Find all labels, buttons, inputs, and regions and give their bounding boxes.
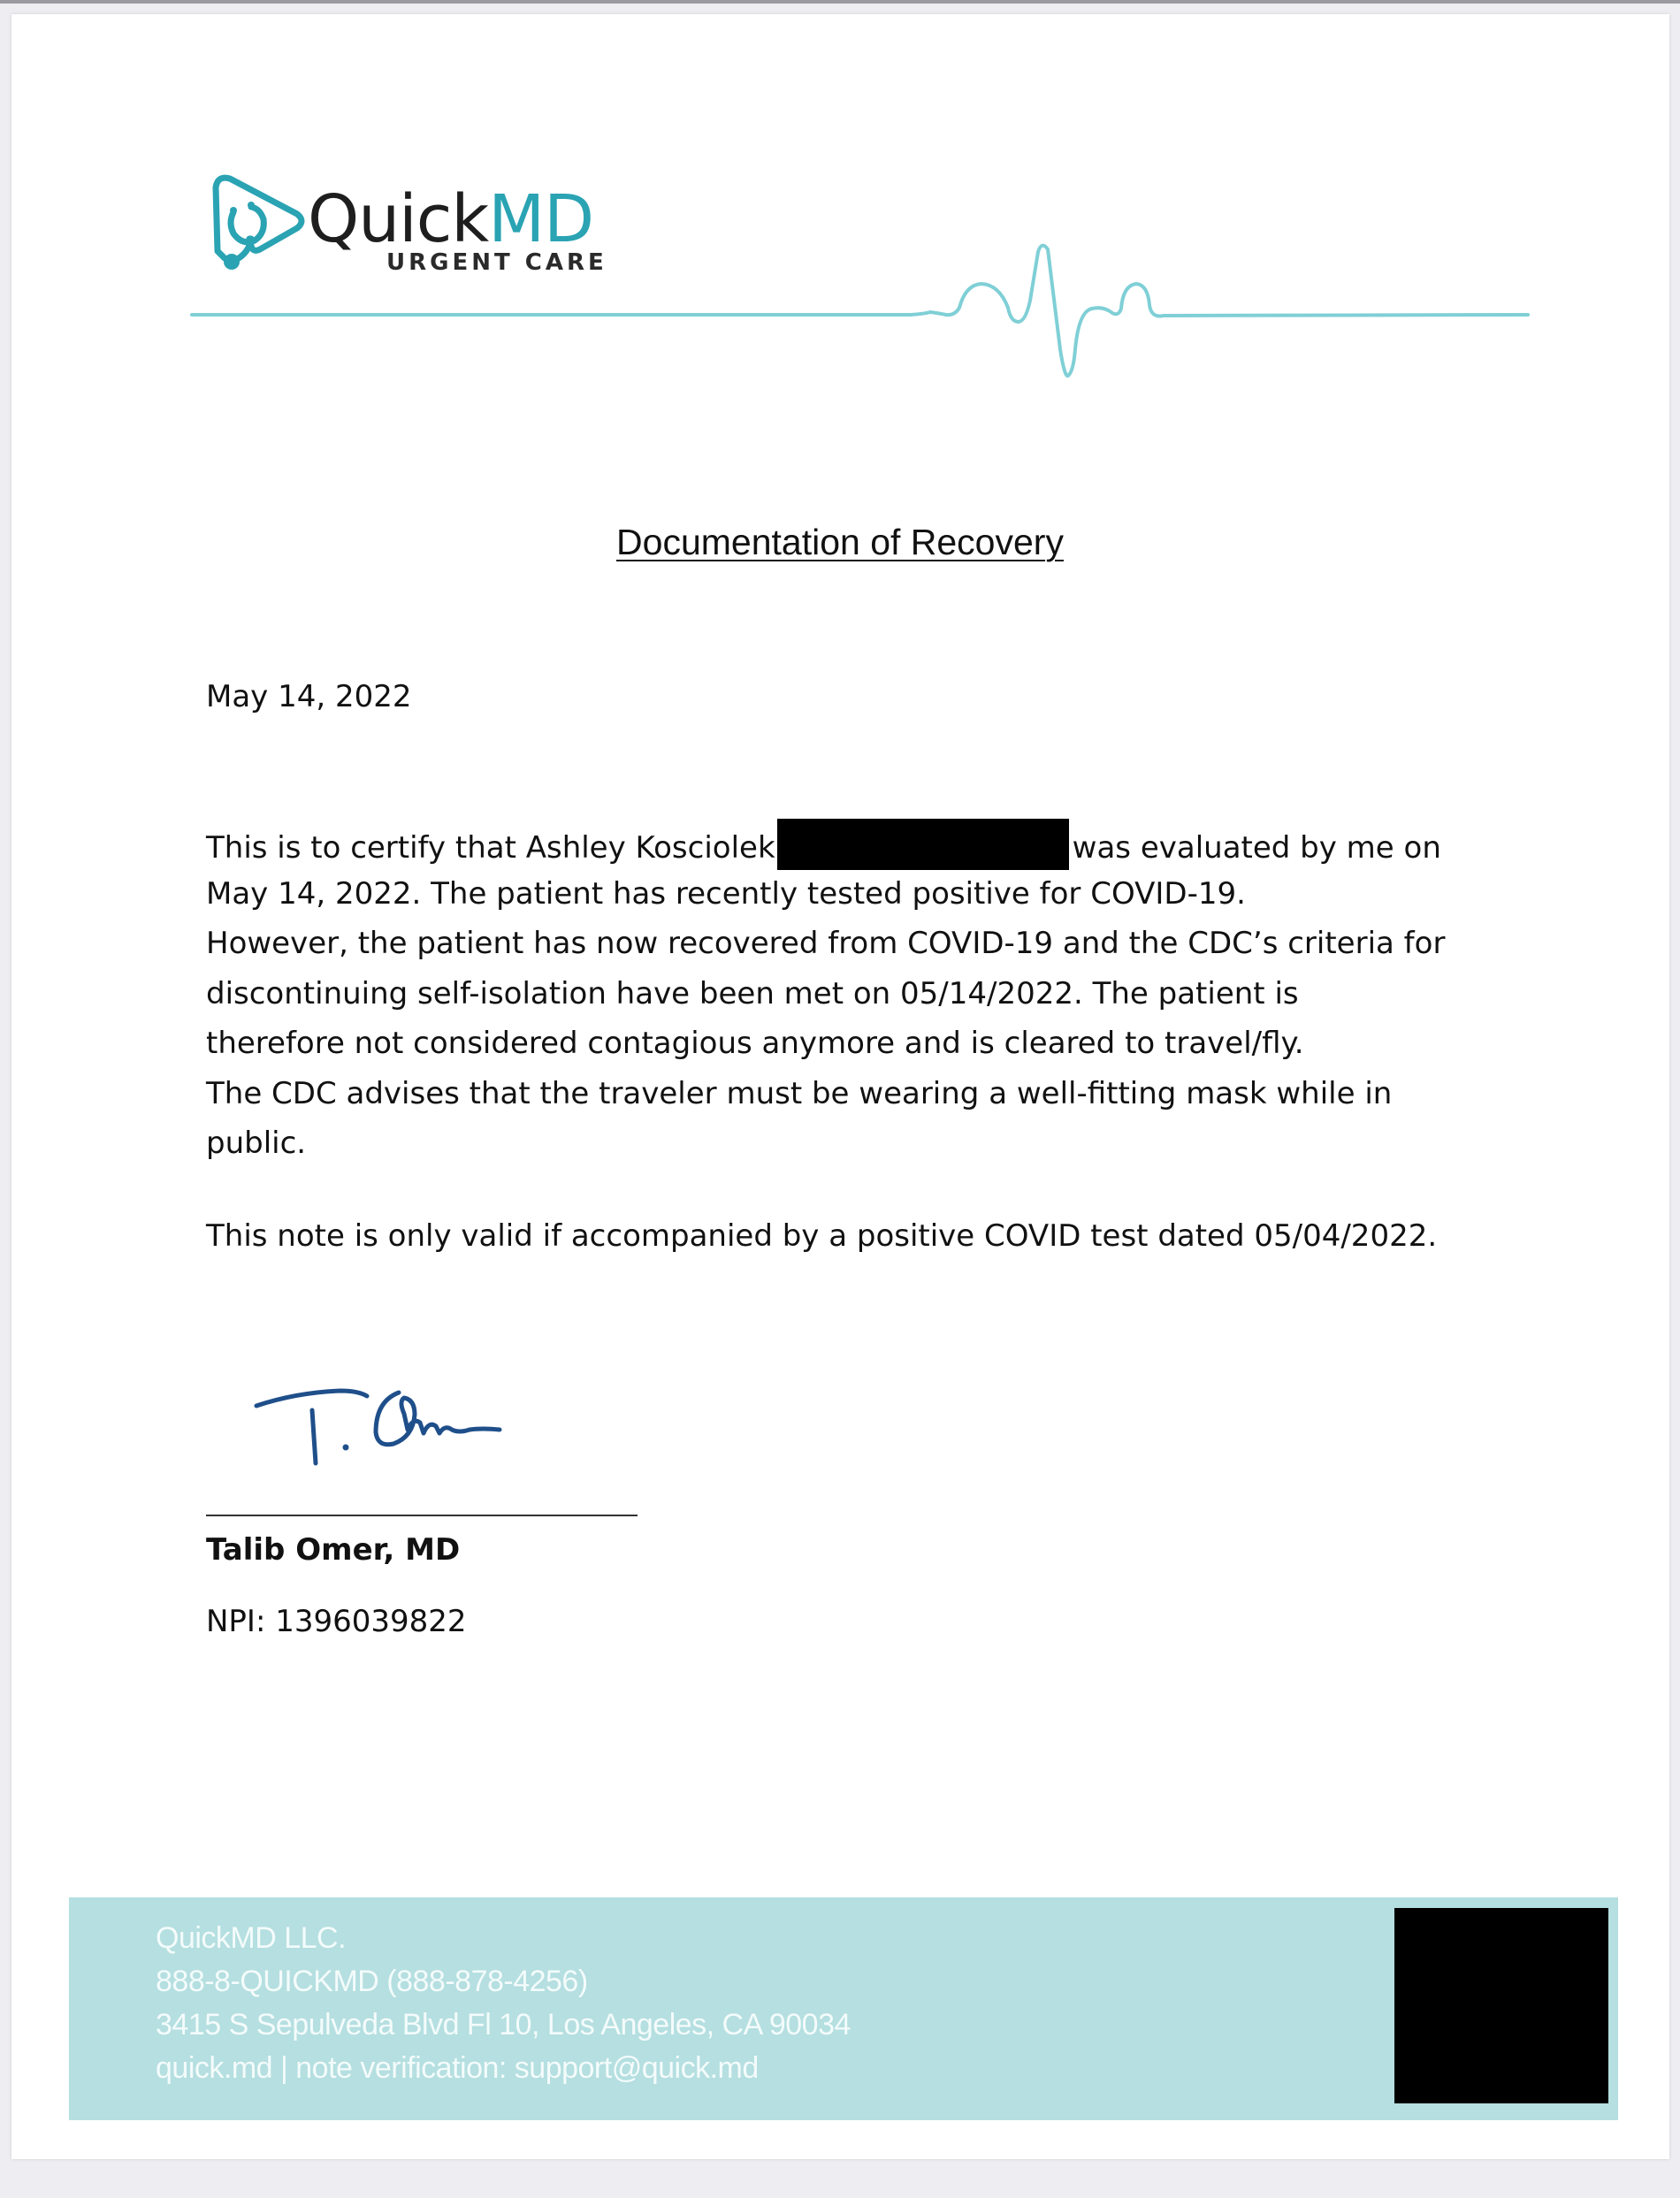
paragraph-line-1 [206,819,1445,869]
signature-line [206,1515,638,1516]
document-date: May 14, 2022 [206,679,412,714]
paragraph-line-6: The CDC advises that the traveler must be wearing a well-fitting mask while in [206,1075,1393,1111]
window-top-edge [0,0,1680,4]
document-title: Documentation of Recovery [616,522,1064,562]
ecg-heartbeat-line [0,221,1680,398]
handwritten-signature [243,1375,632,1490]
redacted-patient-info [777,819,1069,870]
paragraph-line-3: However, the patient has now recovered from COVID-19 and the CDC’s criteria for [206,926,1446,961]
validity-note: This note is only valid if accompanied by a positive COVID test dated 05/04/2022. [206,1218,1438,1254]
redacted-qr-area [1394,1908,1608,2103]
evaluated-text: was evaluated by me on [1072,830,1441,866]
paragraph-line-7: public. [206,1126,307,1161]
signer-npi: NPI: 1396039822 [206,1604,467,1639]
brand-tagline: URGENT CARE [386,249,607,276]
brand-word-quick: Quick [308,181,489,257]
footer-phone: 888-8-QUICKMD (888-878-4256) [156,1965,588,1998]
footer-address: 3415 S Sepulveda Blvd Fl 10, Los Angeles, CA 90034 [156,2008,851,2042]
paragraph-line-5: therefore not considered contagious anymore and is cleared to travel/fly. [206,1026,1304,1061]
footer-contact-block [156,1917,851,2090]
paragraph-line-4: discontinuing self-isolation have been met on 05/14/2022. The patient is [206,975,1299,1011]
certification-paragraph [206,819,1445,1169]
footer-band [69,1897,1618,2120]
brand-word-md: MD [488,181,594,257]
certify-text: This is to certify that Ashley Kosciolek [206,830,775,866]
footer-company: QuickMD LLC. [156,1921,347,1955]
paragraph-line-2: May 14, 2022. The patient has recently tested positive for COVID-19. [206,875,1246,912]
signer-name: Talib Omer, MD [206,1532,461,1568]
footer-web-verification: quick.md | note verification: support@quick.md [156,2051,759,2085]
